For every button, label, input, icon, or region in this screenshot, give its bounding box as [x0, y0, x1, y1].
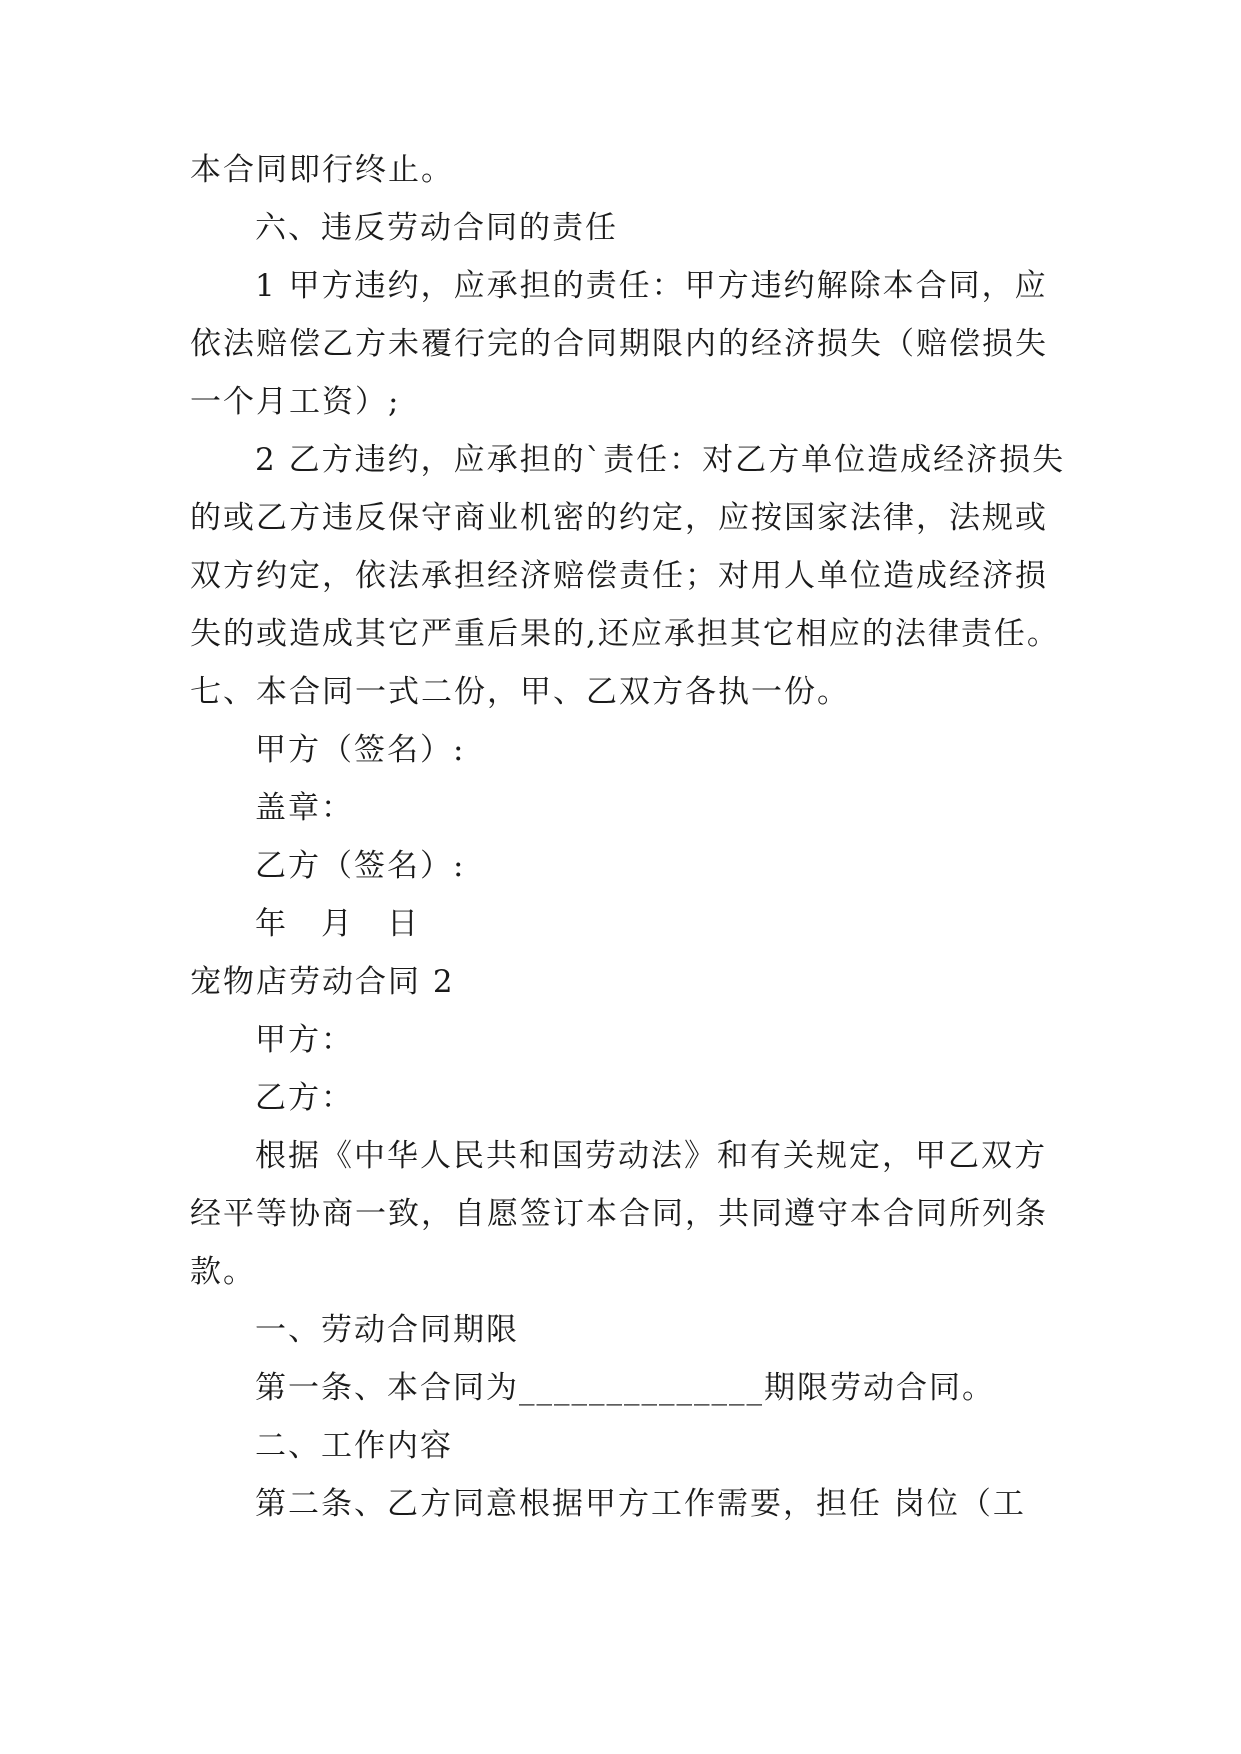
- text-line: 1 甲方违约，应承担的责任：甲方违约解除本合同，应: [255, 268, 1048, 304]
- text-line: 的或乙方违反保守商业机密的约定，应按国家法律，法规或: [190, 500, 1048, 536]
- document-title: 宠物店劳动合同 2: [190, 964, 455, 1000]
- text-line: 根据《中华人民共和国劳动法》和有关规定，甲乙双方: [255, 1138, 1047, 1174]
- stamp-line: 盖章：: [255, 790, 354, 826]
- date-line: 年 月 日: [255, 906, 420, 942]
- party-line: 乙方：: [255, 1080, 354, 1116]
- section-heading: 七、本合同一式二份，甲、乙双方各执一份。: [190, 674, 850, 710]
- section-heading: 一、劳动合同期限: [255, 1312, 519, 1348]
- text-line: 依法赔偿乙方未覆行完的合同期限内的经济损失（赔偿损失: [190, 326, 1048, 362]
- party-line: 甲方：: [255, 1022, 354, 1058]
- section-heading: 二、工作内容: [255, 1428, 453, 1464]
- signature-line: 甲方（签名）:: [255, 732, 466, 768]
- text-line: 双方约定，依法承担经济赔偿责任；对用人单位造成经济损: [190, 558, 1048, 594]
- text-line: 本合同即行终止。: [190, 152, 454, 188]
- text-line: 第二条、乙方同意根据甲方工作需要，担任 岗位（工: [255, 1486, 1026, 1522]
- section-heading: 六、违反劳动合同的责任: [255, 210, 618, 246]
- text-line: 一个月工资）;: [190, 384, 401, 420]
- text-line: 失的或造成其它严重后果的,还应承担其它相应的法律责任。: [190, 616, 1060, 652]
- text-line: 经平等协商一致，自愿签订本合同，共同遵守本合同所列条: [190, 1196, 1048, 1232]
- text-line: 第一条、本合同为______________期限劳动合同。: [255, 1370, 995, 1406]
- text-line: 款。: [190, 1254, 256, 1290]
- signature-line: 乙方（签名）:: [255, 848, 466, 884]
- text-line: 2 乙方违约，应承担的`责任：对乙方单位造成经济损失: [255, 442, 1066, 478]
